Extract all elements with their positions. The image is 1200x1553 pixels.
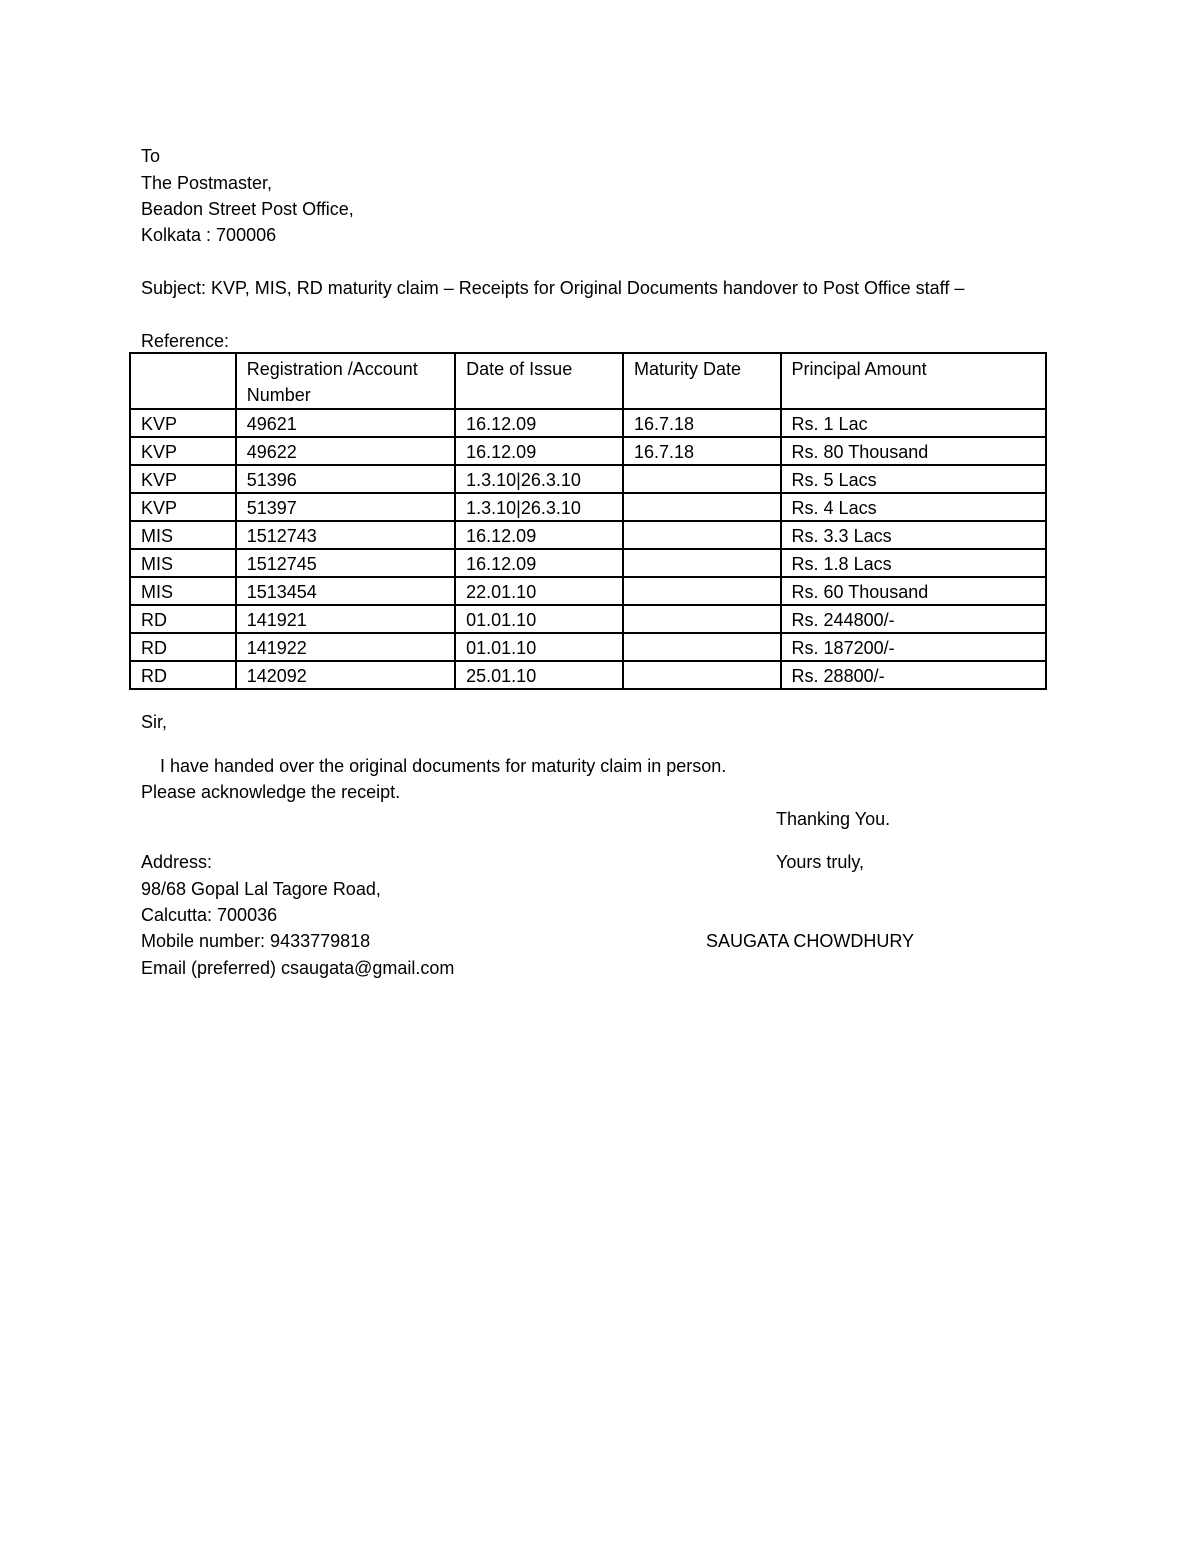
cell-account-number: 49622 [236,437,455,465]
cell-date-of-issue: 16.12.09 [455,521,623,549]
table-row [130,633,1046,661]
recipient-office: Beadon Street Post Office, [141,199,354,219]
address-label: Address: [141,852,213,872]
cell-account-number: 49621 [236,409,455,437]
cell-account-number: 1512743 [236,521,455,549]
cell-maturity-date [623,605,781,633]
header-maturity-date: Maturity Date [623,353,781,409]
table-header-row [130,353,1046,409]
mobile-number: Mobile number: 9433779818 [141,931,371,951]
table-row [130,465,1046,493]
cell-date-of-issue: 1.3.10|26.3.10 [455,493,623,521]
salutation: Sir, [141,712,168,732]
email-address: Email (preferred) csaugata@gmail.com [141,958,455,978]
table-row [130,661,1046,689]
table-row [130,493,1046,521]
cell-date-of-issue: 1.3.10|26.3.10 [455,465,623,493]
body-line-2: Please acknowledge the receipt. [141,782,401,802]
cell-type: RD [130,661,236,689]
cell-principal-amount: Rs. 244800/- [781,605,1046,633]
valediction: Yours truly, [776,852,865,872]
cell-type: RD [130,605,236,633]
cell-date-of-issue: 01.01.10 [455,633,623,661]
recipient-to: To [141,146,161,166]
cell-date-of-issue: 22.01.10 [455,577,623,605]
cell-type: MIS [130,521,236,549]
cell-principal-amount: Rs. 60 Thousand [781,577,1046,605]
cell-type: KVP [130,493,236,521]
cell-account-number: 51397 [236,493,455,521]
recipient-name: The Postmaster, [141,173,273,193]
cell-date-of-issue: 16.12.09 [455,437,623,465]
cell-type: RD [130,633,236,661]
cell-account-number: 1512745 [236,549,455,577]
cell-account-number: 51396 [236,465,455,493]
cell-account-number: 141921 [236,605,455,633]
recipient-city: Kolkata : 700006 [141,225,277,245]
header-principal-amount: Principal Amount [781,353,1046,409]
cell-account-number: 1513454 [236,577,455,605]
cell-maturity-date [623,521,781,549]
cell-maturity-date: 16.7.18 [623,409,781,437]
cell-type: MIS [130,577,236,605]
cell-type: KVP [130,465,236,493]
cell-account-number: 141922 [236,633,455,661]
cell-maturity-date: 16.7.18 [623,437,781,465]
address-street: 98/68 Gopal Lal Tagore Road, [141,879,381,899]
table-row [130,605,1046,633]
cell-account-number: 142092 [236,661,455,689]
table-row [130,437,1046,465]
cell-type: KVP [130,437,236,465]
cell-principal-amount: Rs. 187200/- [781,633,1046,661]
cell-type: KVP [130,409,236,437]
header-date-of-issue: Date of Issue [455,353,623,409]
cell-principal-amount: Rs. 1.8 Lacs [781,549,1046,577]
header-type [130,353,236,409]
cell-date-of-issue: 25.01.10 [455,661,623,689]
signatory-name: SAUGATA CHOWDHURY [706,931,915,951]
header-account-number: Registration /Account Number [236,353,455,409]
table-row [130,577,1046,605]
thanks-line: Thanking You. [776,809,891,829]
cell-maturity-date [623,493,781,521]
cell-principal-amount: Rs. 80 Thousand [781,437,1046,465]
cell-maturity-date [623,577,781,605]
subject-line: Subject: KVP, MIS, RD maturity claim – Receipts for Original Documents handover to Post Office staff – [141,278,965,298]
reference-label: Reference: [141,331,230,351]
table-row [130,409,1046,437]
address-city: Calcutta: 700036 [141,905,278,925]
cell-date-of-issue: 01.01.10 [455,605,623,633]
reference-table [129,352,1047,690]
table-row [130,521,1046,549]
table-row [130,549,1046,577]
cell-maturity-date [623,633,781,661]
cell-principal-amount: Rs. 28800/- [781,661,1046,689]
cell-date-of-issue: 16.12.09 [455,409,623,437]
cell-principal-amount: Rs. 4 Lacs [781,493,1046,521]
cell-maturity-date [623,465,781,493]
cell-principal-amount: Rs. 5 Lacs [781,465,1046,493]
cell-date-of-issue: 16.12.09 [455,549,623,577]
cell-maturity-date [623,661,781,689]
body-line-1: I have handed over the original documents for maturity claim in person. [160,756,727,776]
cell-principal-amount: Rs. 3.3 Lacs [781,521,1046,549]
cell-type: MIS [130,549,236,577]
cell-principal-amount: Rs. 1 Lac [781,409,1046,437]
cell-maturity-date [623,549,781,577]
